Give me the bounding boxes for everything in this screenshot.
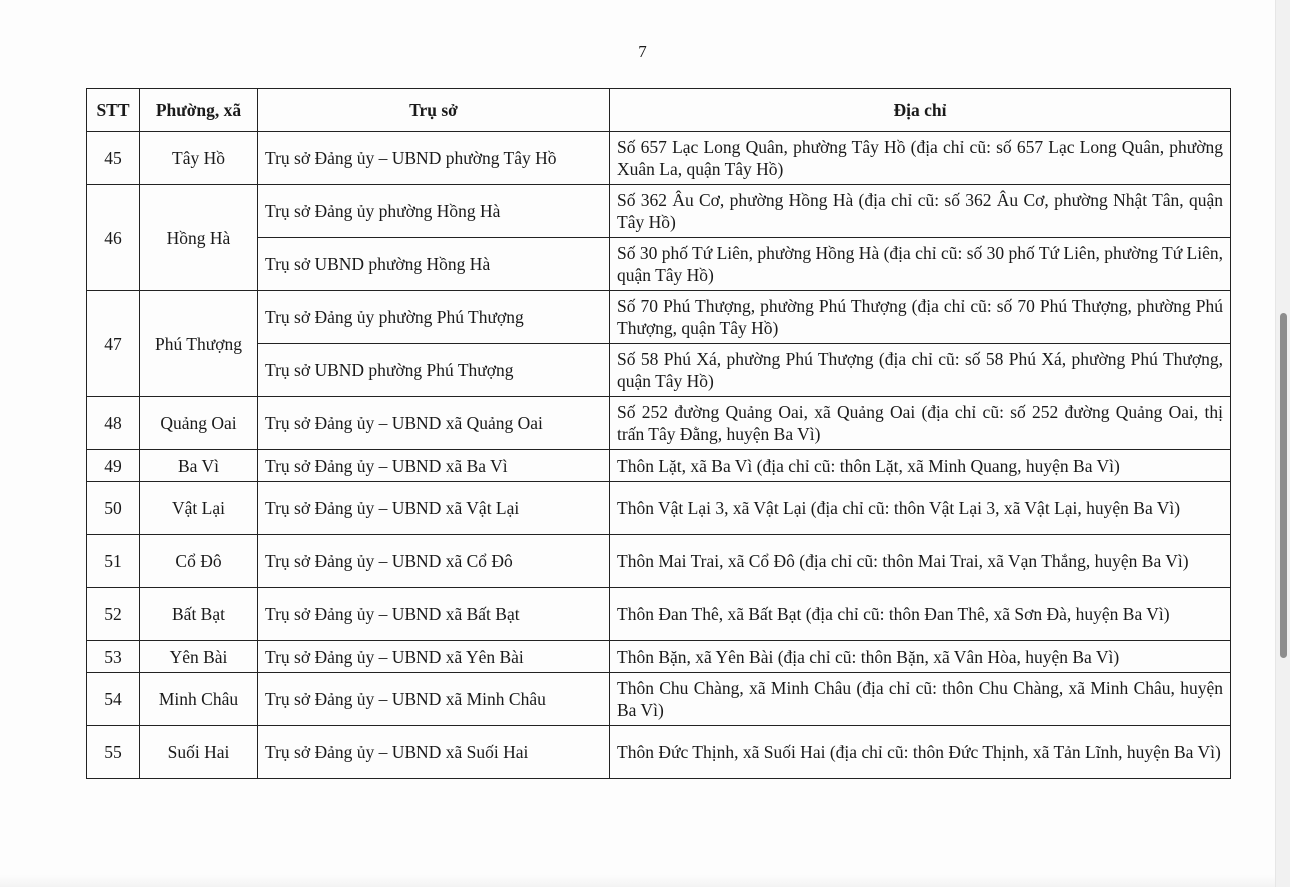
row-ward: Cổ Đô (140, 535, 258, 588)
row-stt: 54 (87, 673, 140, 726)
table-row (87, 291, 1231, 344)
vertical-scrollbar[interactable] (1275, 0, 1290, 887)
row-address: Thôn Chu Chàng, xã Minh Châu (địa chỉ cũ: thôn Chu Chàng, xã Minh Châu, huyện Ba Vì) (610, 673, 1231, 726)
row-address: Số 30 phố Tứ Liên, phường Hồng Hà (địa chỉ cũ: số 30 phố Tứ Liên, phường Tứ Liên, quận Tây Hồ) (610, 238, 1231, 291)
office-address-table (86, 88, 1231, 779)
table-row (87, 535, 1231, 588)
row-stt: 47 (87, 291, 140, 397)
row-ward: Suối Hai (140, 726, 258, 779)
row-office: Trụ sở Đảng ủy – UBND xã Minh Châu (258, 673, 610, 726)
table-row (87, 726, 1231, 779)
row-office: Trụ sở Đảng ủy – UBND xã Suối Hai (258, 726, 610, 779)
row-office: Trụ sở Đảng ủy – UBND phường Tây Hồ (258, 132, 610, 185)
row-address: Số 657 Lạc Long Quân, phường Tây Hồ (địa chỉ cũ: số 657 Lạc Long Quân, phường Xuân La, quận Tây Hồ) (610, 132, 1231, 185)
row-stt: 51 (87, 535, 140, 588)
row-stt: 55 (87, 726, 140, 779)
header-office: Trụ sở (258, 89, 610, 132)
row-stt: 53 (87, 641, 140, 673)
row-stt: 52 (87, 588, 140, 641)
table-row (87, 132, 1231, 185)
row-address: Số 70 Phú Thượng, phường Phú Thượng (địa chỉ cũ: số 70 Phú Thượng, phường Phú Thượng, quận Tây Hồ) (610, 291, 1231, 344)
row-address: Số 252 đường Quảng Oai, xã Quảng Oai (địa chỉ cũ: số 252 đường Quảng Oai, thị trấn Tây Đằng, huyện Ba Vì) (610, 397, 1231, 450)
header-stt: STT (87, 89, 140, 132)
table-row (87, 397, 1231, 450)
row-ward: Hồng Hà (140, 185, 258, 291)
row-ward: Ba Vì (140, 450, 258, 482)
table-row (87, 450, 1231, 482)
row-stt: 45 (87, 132, 140, 185)
row-ward: Tây Hồ (140, 132, 258, 185)
row-ward: Quảng Oai (140, 397, 258, 450)
row-address: Thôn Lặt, xã Ba Vì (địa chỉ cũ: thôn Lặt, xã Minh Quang, huyện Ba Vì) (610, 450, 1231, 482)
table-row (87, 673, 1231, 726)
row-office: Trụ sở Đảng ủy phường Phú Thượng (258, 291, 610, 344)
row-office: Trụ sở UBND phường Hồng Hà (258, 238, 610, 291)
table-row (87, 185, 1231, 238)
row-ward: Minh Châu (140, 673, 258, 726)
table-row (87, 588, 1231, 641)
header-address: Địa chỉ (610, 89, 1231, 132)
row-address: Thôn Bặn, xã Yên Bài (địa chỉ cũ: thôn Bặn, xã Vân Hòa, huyện Ba Vì) (610, 641, 1231, 673)
row-address: Số 58 Phú Xá, phường Phú Thượng (địa chỉ cũ: số 58 Phú Xá, phường Phú Thượng, quận Tây Hồ) (610, 344, 1231, 397)
row-office: Trụ sở Đảng ủy – UBND xã Quảng Oai (258, 397, 610, 450)
row-stt: 49 (87, 450, 140, 482)
row-office: Trụ sở Đảng ủy – UBND xã Ba Vì (258, 450, 610, 482)
row-ward: Bất Bạt (140, 588, 258, 641)
row-ward: Vật Lại (140, 482, 258, 535)
table-row (87, 238, 1231, 291)
row-address: Thôn Đức Thịnh, xã Suối Hai (địa chỉ cũ: thôn Đức Thịnh, xã Tản Lĩnh, huyện Ba Vì) (610, 726, 1231, 779)
page-number: 7 (638, 42, 647, 61)
row-office: Trụ sở UBND phường Phú Thượng (258, 344, 610, 397)
row-address: Thôn Mai Trai, xã Cổ Đô (địa chỉ cũ: thôn Mai Trai, xã Vạn Thắng, huyện Ba Vì) (610, 535, 1231, 588)
row-office: Trụ sở Đảng ủy – UBND xã Bất Bạt (258, 588, 610, 641)
scrollbar-thumb[interactable] (1280, 313, 1287, 658)
table-row (87, 482, 1231, 535)
table-row (87, 344, 1231, 397)
row-address: Thôn Vật Lại 3, xã Vật Lại (địa chỉ cũ: thôn Vật Lại 3, xã Vật Lại, huyện Ba Vì) (610, 482, 1231, 535)
row-ward: Phú Thượng (140, 291, 258, 397)
row-stt: 48 (87, 397, 140, 450)
row-ward: Yên Bài (140, 641, 258, 673)
row-office: Trụ sở Đảng ủy – UBND xã Vật Lại (258, 482, 610, 535)
header-ward: Phường, xã (140, 89, 258, 132)
table-header-row (87, 89, 1231, 132)
row-office: Trụ sở Đảng ủy – UBND xã Yên Bài (258, 641, 610, 673)
row-address: Thôn Đan Thê, xã Bất Bạt (địa chỉ cũ: thôn Đan Thê, xã Sơn Đà, huyện Ba Vì) (610, 588, 1231, 641)
row-stt: 50 (87, 482, 140, 535)
row-stt: 46 (87, 185, 140, 291)
row-address: Số 362 Âu Cơ, phường Hồng Hà (địa chỉ cũ: số 362 Âu Cơ, phường Nhật Tân, quận Tây Hồ) (610, 185, 1231, 238)
page-bottom-edge (0, 875, 1276, 887)
row-office: Trụ sở Đảng ủy – UBND xã Cổ Đô (258, 535, 610, 588)
row-office: Trụ sở Đảng ủy phường Hồng Hà (258, 185, 610, 238)
table-row (87, 641, 1231, 673)
